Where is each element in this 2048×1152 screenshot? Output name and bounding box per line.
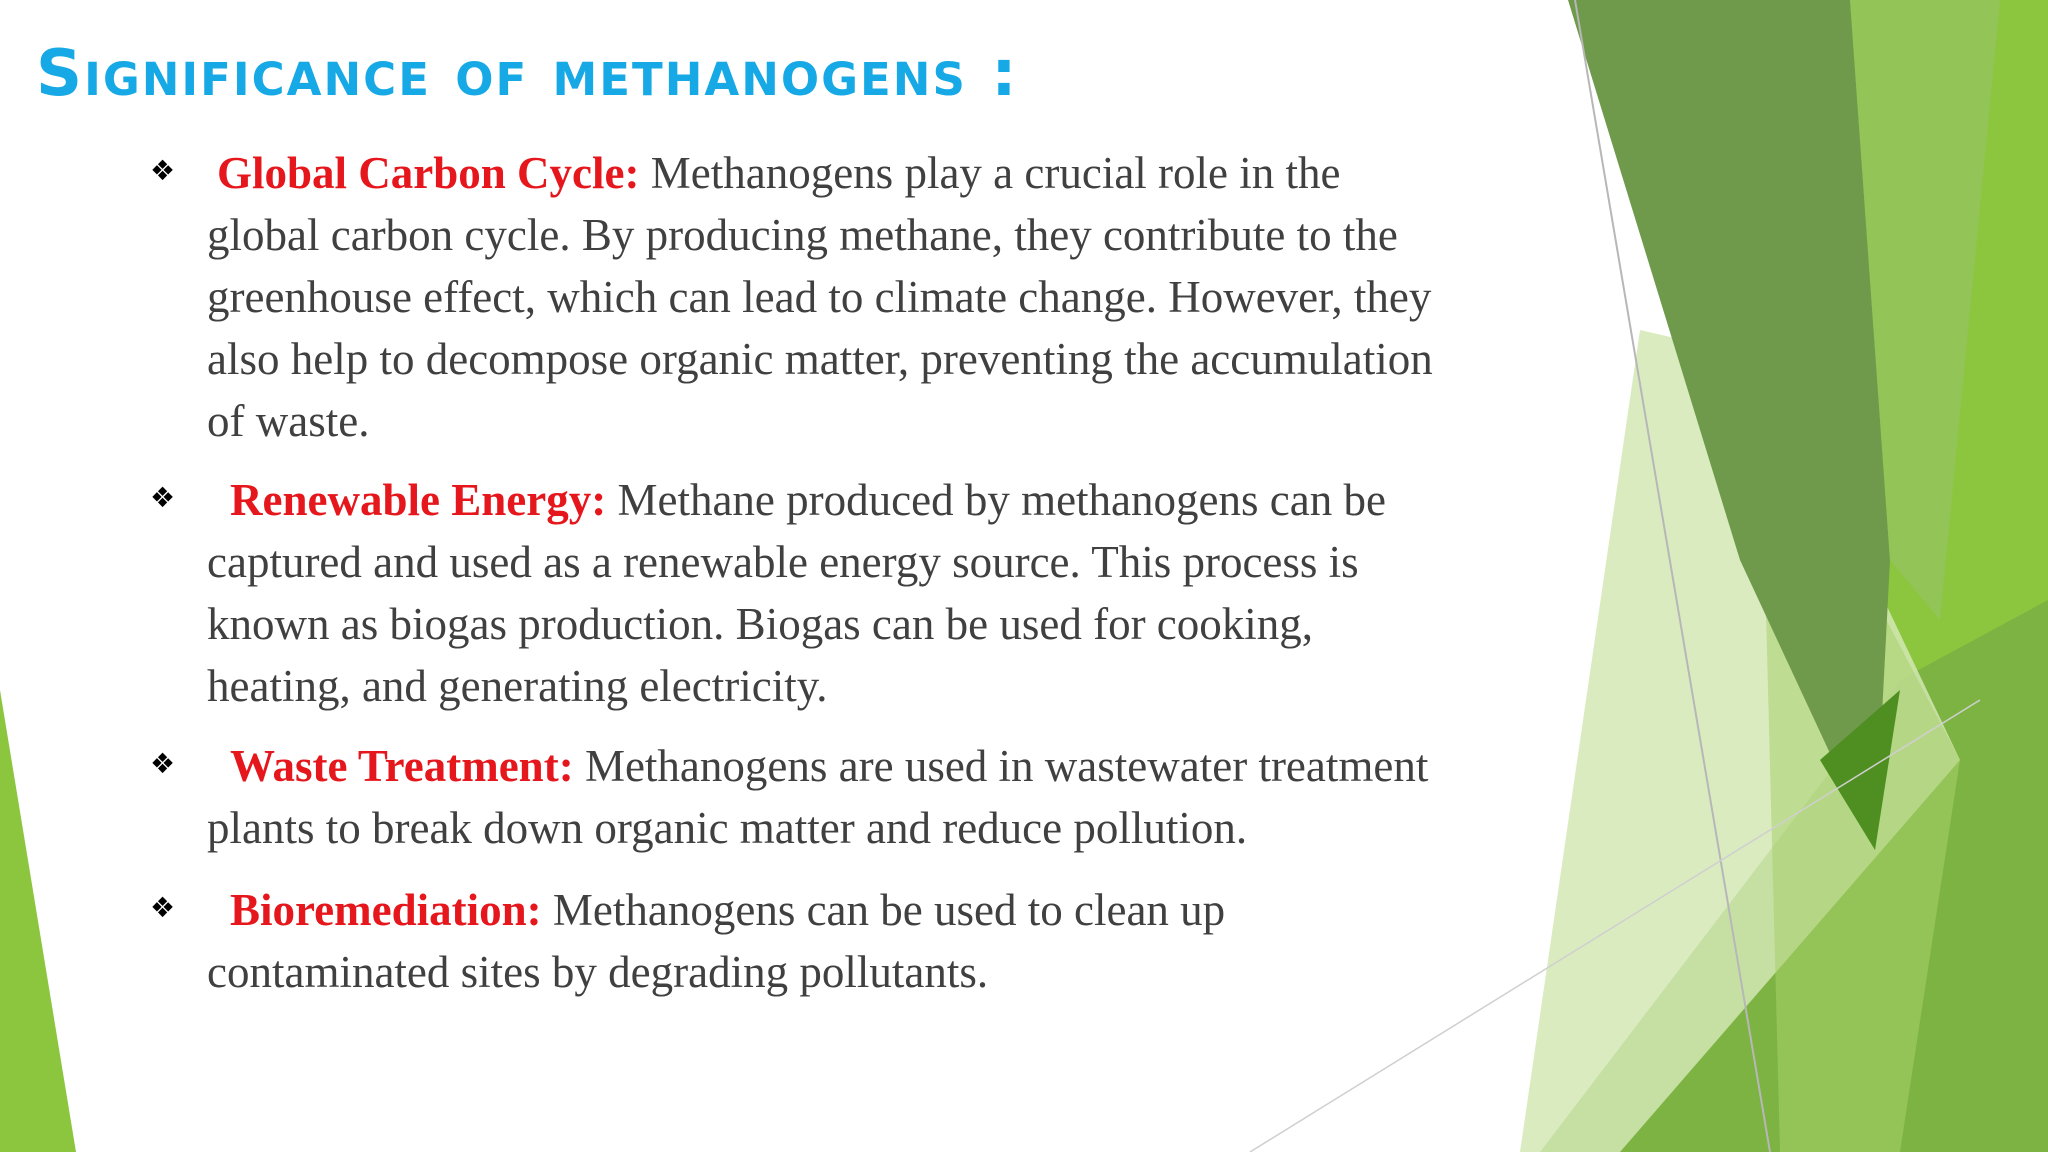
bullet-term: Renewable Energy: bbox=[230, 475, 607, 525]
bullet-text: Methanogens are used in wastewater treatment plants to break down organic matter and reduce pollution. bbox=[207, 741, 1429, 853]
bullet-term: Bioremediation: bbox=[230, 885, 542, 935]
bullet-text: Methane produced by methanogens can be captured and used as a renewable energy source. This process is known as biogas production. Biogas can be used for cooking, heating, and generating electricity. bbox=[207, 475, 1386, 711]
diamond-bullet-icon: ❖ bbox=[150, 747, 176, 780]
bullet-list bbox=[150, 142, 1450, 1003]
left-green-sliver bbox=[0, 690, 76, 1152]
diamond-bullet-icon: ❖ bbox=[150, 891, 176, 924]
slide-title: Significance of methanogens : bbox=[36, 37, 1019, 111]
diamond-bullet-icon: ❖ bbox=[150, 154, 176, 187]
bullet-item-renewable-energy bbox=[150, 469, 1450, 717]
bullet-item-bioremediation bbox=[150, 879, 1450, 1003]
bullet-item-waste-treatment bbox=[150, 735, 1450, 859]
bullet-term: Waste Treatment: bbox=[230, 741, 574, 791]
bullet-text: Methanogens can be used to clean up contaminated sites by degrading pollutants. bbox=[207, 885, 1226, 997]
bullet-term: Global Carbon Cycle: bbox=[217, 148, 640, 198]
bullet-text: Methanogens play a crucial role in the global carbon cycle. By producing methane, they contribute to the greenhouse effect, which can lead to climate change. However, they also help to decompose organic matter, preventing the accumulation of waste. bbox=[207, 148, 1433, 446]
diamond-bullet-icon: ❖ bbox=[150, 481, 176, 514]
bullet-item-global-carbon-cycle bbox=[150, 142, 1450, 452]
